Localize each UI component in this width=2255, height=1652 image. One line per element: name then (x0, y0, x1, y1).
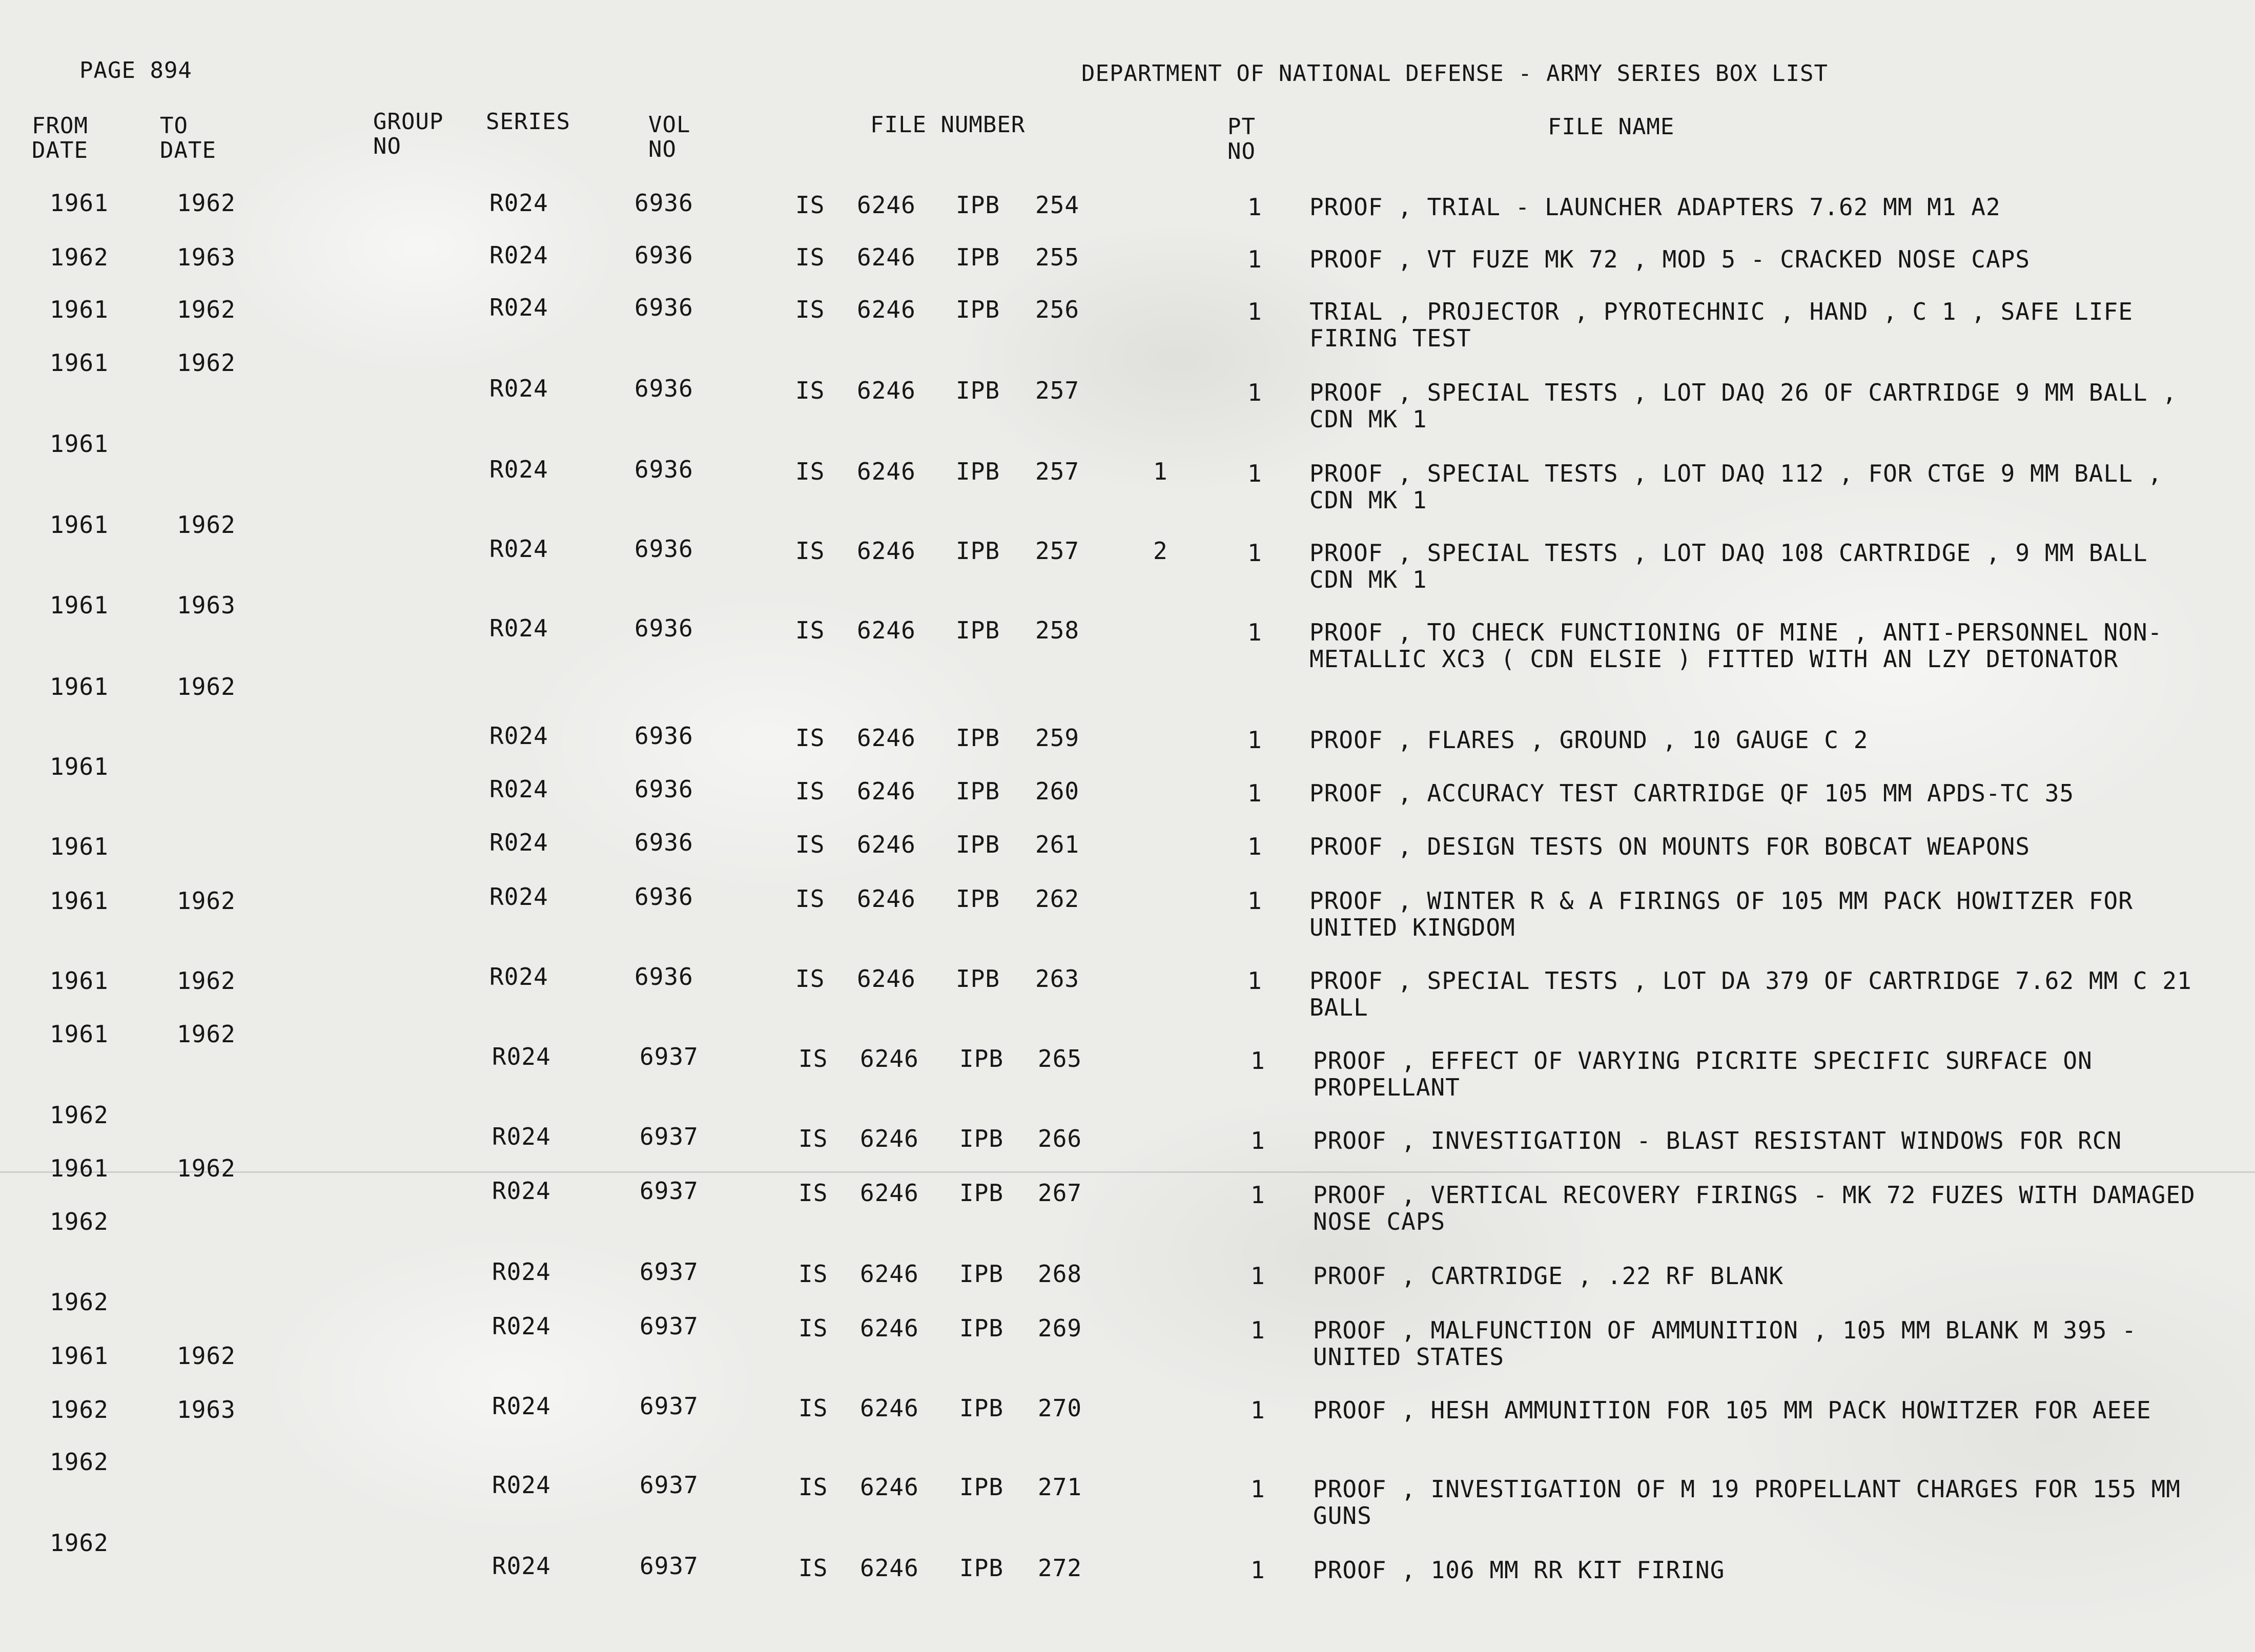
series-cell: R024 (489, 829, 548, 856)
file-num-cell: 6246 (857, 458, 916, 485)
file-code-cell: IPB (956, 243, 1000, 271)
to-date: 1963 (177, 243, 236, 271)
file-prefix-cell: IS (795, 296, 825, 323)
file-code-cell: IPB (956, 724, 1000, 752)
series-cell: R024 (492, 1552, 551, 1580)
file-seq-cell: 263 (1035, 965, 1080, 993)
file-code-cell: IPB (959, 1554, 1004, 1582)
header-group-no-2: NO (373, 133, 401, 159)
file-num-cell: 6246 (857, 965, 916, 993)
to-date: 1962 (177, 887, 236, 915)
file-prefix-cell: IS (795, 885, 825, 913)
from-date: 1961 (50, 753, 109, 780)
vol-cell: 6936 (634, 829, 693, 856)
file-num-cell: 6246 (860, 1314, 919, 1342)
file-name-cell: PROOF , INVESTIGATION OF M 19 PROPELLANT CHARGES FOR 155 MM GUNS (1313, 1475, 2181, 1530)
file-seq-cell: 266 (1038, 1125, 1082, 1152)
file-seq-cell: 270 (1038, 1394, 1082, 1422)
file-num-cell: 6246 (857, 724, 916, 752)
from-date: 1962 (50, 1396, 109, 1423)
file-prefix-cell: IS (795, 191, 825, 219)
pt-cell: 1 (1250, 1396, 1265, 1424)
file-name-cell: PROOF , SPECIAL TESTS , LOT DAQ 108 CARTRIDGE , 9 MM BALL CDN MK 1 (1309, 539, 2148, 593)
pt-cell: 1 (1247, 460, 1262, 487)
file-prefix-cell: IS (795, 458, 825, 485)
from-date: 1961 (50, 887, 109, 915)
file-code-cell: IPB (959, 1314, 1004, 1342)
file-name-cell: PROOF , TO CHECK FUNCTIONING OF MINE , ANTI-PERSONNEL NON-METALLIC XC3 ( CDN ELSIE ) FITTED WITH AN LZY DETONATOR (1309, 618, 2163, 673)
to-date: 1962 (177, 189, 236, 217)
file-name-cell: PROOF , CARTRIDGE , .22 RF BLANK (1313, 1262, 1784, 1290)
file-code-cell: IPB (956, 296, 1000, 323)
pt-cell: 1 (1247, 618, 1262, 646)
vol-cell: 6936 (634, 294, 693, 321)
series-cell: R024 (492, 1177, 551, 1205)
to-date: 1962 (177, 967, 236, 995)
file-name-cell: PROOF , SPECIAL TESTS , LOT DAQ 26 OF CARTRIDGE 9 MM BALL , CDN MK 1 (1309, 379, 2177, 433)
file-prefix-cell: IS (795, 537, 825, 565)
pt-cell: 1 (1250, 1181, 1265, 1209)
from-date: 1961 (50, 673, 109, 700)
file-name-cell: PROOF , VT FUZE MK 72 , MOD 5 - CRACKED NOSE CAPS (1309, 245, 2031, 273)
file-seq-cell: 261 (1035, 831, 1080, 858)
file-name-cell: PROOF , DESIGN TESTS ON MOUNTS FOR BOBCAT WEAPONS (1309, 833, 2031, 860)
header-group-no: GROUP (373, 109, 444, 135)
file-num-cell: 6246 (860, 1394, 919, 1422)
to-date: 1963 (177, 591, 236, 619)
file-code-cell: IPB (959, 1394, 1004, 1422)
file-seq-cell: 267 (1038, 1179, 1082, 1207)
file-name-cell: PROOF , MALFUNCTION OF AMMUNITION , 105 MM BLANK M 395 - UNITED STATES (1313, 1316, 2137, 1371)
file-code-cell: IPB (956, 831, 1000, 858)
page-number: PAGE 894 (79, 57, 192, 84)
header-file-name: FILE NAME (1548, 114, 1675, 140)
series-cell: R024 (492, 1471, 551, 1499)
header-to-date: TO (160, 113, 188, 139)
pt-cell: 1 (1250, 1475, 1265, 1503)
series-cell: R024 (489, 294, 548, 321)
from-date: 1962 (50, 1529, 109, 1557)
file-seq-cell: 258 (1035, 616, 1080, 644)
file-num-cell: 6246 (857, 377, 916, 404)
vol-cell: 6937 (640, 1043, 699, 1070)
file-name-cell: PROOF , VERTICAL RECOVERY FIRINGS - MK 72 FUZES WITH DAMAGED NOSE CAPS (1313, 1181, 2196, 1235)
vol-cell: 6936 (634, 535, 693, 563)
file-prefix-cell: IS (798, 1260, 828, 1288)
from-date: 1961 (50, 511, 109, 539)
vol-cell: 6936 (634, 722, 693, 750)
file-prefix-cell: IS (795, 377, 825, 404)
file-seq-cell: 257 (1035, 458, 1080, 485)
file-prefix-cell: IS (798, 1179, 828, 1207)
from-date: 1961 (50, 189, 109, 217)
from-date: 1961 (50, 349, 109, 377)
file-prefix-cell: IS (795, 243, 825, 271)
vol-cell: 6936 (634, 189, 693, 217)
pt-cell: 1 (1247, 726, 1262, 754)
file-prefix-cell: IS (795, 831, 825, 858)
vol-cell: 6937 (640, 1177, 699, 1205)
to-date: 1962 (177, 1020, 236, 1048)
header-from-date-2: DATE (32, 137, 88, 163)
file-code-cell: IPB (956, 965, 1000, 993)
series-cell: R024 (492, 1043, 551, 1070)
from-date: 1961 (50, 296, 109, 323)
pt-cell: 1 (1247, 298, 1262, 325)
vol-cell: 6937 (640, 1123, 699, 1150)
header-vol-no: VOL (648, 112, 691, 138)
file-seq-cell: 265 (1038, 1045, 1082, 1072)
file-code-cell: IPB (959, 1473, 1004, 1501)
from-date: 1962 (50, 1101, 109, 1129)
series-cell: R024 (489, 963, 548, 990)
file-num-cell: 6246 (857, 537, 916, 565)
file-num-cell: 6246 (860, 1045, 919, 1072)
pt-cell: 1 (1250, 1127, 1265, 1154)
file-prefix-cell: IS (798, 1125, 828, 1152)
vol-cell: 6936 (634, 963, 693, 990)
file-seq-cell: 257 (1035, 537, 1080, 565)
series-cell: R024 (492, 1312, 551, 1340)
to-date: 1962 (177, 296, 236, 323)
vol-cell: 6937 (640, 1471, 699, 1499)
pt-cell: 1 (1247, 779, 1262, 807)
pt-cell: 1 (1247, 245, 1262, 273)
file-seq-cell: 269 (1038, 1314, 1082, 1342)
file-seq-cell: 259 (1035, 724, 1080, 752)
file-num-cell: 6246 (860, 1554, 919, 1582)
series-cell: R024 (489, 614, 548, 642)
file-name-cell: PROOF , WINTER R & A FIRINGS OF 105 MM PACK HOWITZER FOR UNITED KINGDOM (1309, 887, 2133, 941)
file-prefix-cell: IS (795, 777, 825, 805)
file-code-cell: IPB (959, 1179, 1004, 1207)
file-prefix-cell: IS (798, 1394, 828, 1422)
series-cell: R024 (489, 535, 548, 563)
pt-cell: 1 (1247, 539, 1262, 567)
from-date: 1961 (50, 1154, 109, 1182)
file-seq-cell: 255 (1035, 243, 1080, 271)
series-cell: R024 (489, 722, 548, 750)
series-cell: R024 (489, 456, 548, 483)
file-prefix-cell: IS (795, 616, 825, 644)
to-date: 1962 (177, 1342, 236, 1370)
series-cell: R024 (489, 775, 548, 803)
series-cell: R024 (489, 883, 548, 911)
vol-cell: 6936 (634, 883, 693, 911)
file-prefix-cell: IS (795, 965, 825, 993)
file-prefix-cell: IS (798, 1314, 828, 1342)
vol-cell: 6937 (640, 1392, 699, 1420)
file-prefix-cell: IS (798, 1045, 828, 1072)
file-num-cell: 6246 (857, 777, 916, 805)
vol-cell: 6937 (640, 1552, 699, 1580)
from-date: 1961 (50, 591, 109, 619)
series-cell: R024 (492, 1392, 551, 1420)
file-num-cell: 6246 (860, 1125, 919, 1152)
sub-cell: 2 (1153, 537, 1168, 565)
file-seq-cell: 260 (1035, 777, 1080, 805)
file-num-cell: 6246 (860, 1260, 919, 1288)
file-code-cell: IPB (956, 616, 1000, 644)
pt-cell: 1 (1247, 379, 1262, 406)
file-code-cell: IPB (956, 885, 1000, 913)
file-seq-cell: 268 (1038, 1260, 1082, 1288)
series-cell: R024 (489, 189, 548, 217)
file-seq-cell: 256 (1035, 296, 1080, 323)
file-prefix-cell: IS (798, 1554, 828, 1582)
header-pt-no-2: NO (1227, 138, 1256, 164)
file-code-cell: IPB (959, 1125, 1004, 1152)
from-date: 1961 (50, 1020, 109, 1048)
sub-cell: 1 (1153, 458, 1168, 485)
pt-cell: 1 (1250, 1316, 1265, 1344)
from-date: 1962 (50, 1288, 109, 1316)
file-name-cell: PROOF , SPECIAL TESTS , LOT DA 379 OF CARTRIDGE 7.62 MM C 21 BALL (1309, 967, 2192, 1021)
vol-cell: 6936 (634, 456, 693, 483)
file-num-cell: 6246 (857, 191, 916, 219)
file-code-cell: IPB (956, 191, 1000, 219)
vol-cell: 6936 (634, 241, 693, 269)
file-seq-cell: 257 (1035, 377, 1080, 404)
file-name-cell: PROOF , HESH AMMUNITION FOR 105 MM PACK HOWITZER FOR AEEE (1313, 1396, 2151, 1424)
file-seq-cell: 272 (1038, 1554, 1082, 1582)
to-date: 1962 (177, 673, 236, 700)
pt-cell: 1 (1247, 193, 1262, 221)
pt-cell: 1 (1247, 967, 1262, 995)
pt-cell: 1 (1250, 1262, 1265, 1290)
from-date: 1961 (50, 833, 109, 860)
file-name-cell: PROOF , INVESTIGATION - BLAST RESISTANT WINDOWS FOR RCN (1313, 1127, 2122, 1154)
pt-cell: 1 (1250, 1047, 1265, 1075)
to-date: 1962 (177, 349, 236, 377)
vol-cell: 6936 (634, 775, 693, 803)
to-date: 1962 (177, 511, 236, 539)
file-name-cell: PROOF , TRIAL - LAUNCHER ADAPTERS 7.62 MM M1 A2 (1309, 193, 2001, 221)
header-to-date-2: DATE (160, 137, 216, 163)
from-date: 1962 (50, 1208, 109, 1235)
series-cell: R024 (492, 1258, 551, 1286)
file-num-cell: 6246 (857, 616, 916, 644)
file-seq-cell: 271 (1038, 1473, 1082, 1501)
header-file-number: FILE NUMBER (870, 112, 1026, 138)
from-date: 1962 (50, 243, 109, 271)
file-code-cell: IPB (956, 777, 1000, 805)
from-date: 1961 (50, 1342, 109, 1370)
from-date: 1961 (50, 430, 109, 458)
file-num-cell: 6246 (857, 243, 916, 271)
file-name-cell: PROOF , FLARES , GROUND , 10 GAUGE C 2 (1309, 726, 1869, 754)
paper-fold-line (0, 1171, 2255, 1173)
file-num-cell: 6246 (857, 831, 916, 858)
file-num-cell: 6246 (857, 296, 916, 323)
from-date: 1961 (50, 967, 109, 995)
to-date: 1963 (177, 1396, 236, 1423)
file-name-cell: PROOF , SPECIAL TESTS , LOT DAQ 112 , FOR CTGE 9 MM BALL , CDN MK 1 (1309, 460, 2163, 514)
file-num-cell: 6246 (860, 1179, 919, 1207)
header-series: SERIES (486, 109, 570, 135)
from-date: 1962 (50, 1448, 109, 1476)
file-name-cell: TRIAL , PROJECTOR , PYROTECHNIC , HAND , C 1 , SAFE LIFE FIRING TEST (1309, 298, 2133, 352)
vol-cell: 6937 (640, 1258, 699, 1286)
file-num-cell: 6246 (857, 885, 916, 913)
file-name-cell: PROOF , ACCURACY TEST CARTRIDGE QF 105 MM APDS-TC 35 (1309, 779, 2075, 807)
file-code-cell: IPB (956, 458, 1000, 485)
series-cell: R024 (489, 375, 548, 402)
header-pt-no: PT (1227, 114, 1256, 140)
pt-cell: 1 (1247, 887, 1262, 915)
header-from-date: FROM (32, 113, 88, 139)
file-name-cell: PROOF , 106 MM RR KIT FIRING (1313, 1556, 1725, 1584)
file-seq-cell: 254 (1035, 191, 1080, 219)
vol-cell: 6936 (634, 614, 693, 642)
file-code-cell: IPB (956, 377, 1000, 404)
file-prefix-cell: IS (798, 1473, 828, 1501)
vol-cell: 6936 (634, 375, 693, 402)
document-title: DEPARTMENT OF NATIONAL DEFENSE - ARMY SERIES BOX LIST (1081, 60, 1828, 87)
file-prefix-cell: IS (795, 724, 825, 752)
pt-cell: 1 (1250, 1556, 1265, 1584)
file-code-cell: IPB (959, 1260, 1004, 1288)
file-code-cell: IPB (956, 537, 1000, 565)
series-cell: R024 (492, 1123, 551, 1150)
file-name-cell: PROOF , EFFECT OF VARYING PICRITE SPECIFIC SURFACE ON PROPELLANT (1313, 1047, 2093, 1101)
pt-cell: 1 (1247, 833, 1262, 860)
file-seq-cell: 262 (1035, 885, 1080, 913)
vol-cell: 6937 (640, 1312, 699, 1340)
series-cell: R024 (489, 241, 548, 269)
to-date: 1962 (177, 1154, 236, 1182)
file-num-cell: 6246 (860, 1473, 919, 1501)
file-code-cell: IPB (959, 1045, 1004, 1072)
header-vol-no-2: NO (648, 136, 676, 162)
